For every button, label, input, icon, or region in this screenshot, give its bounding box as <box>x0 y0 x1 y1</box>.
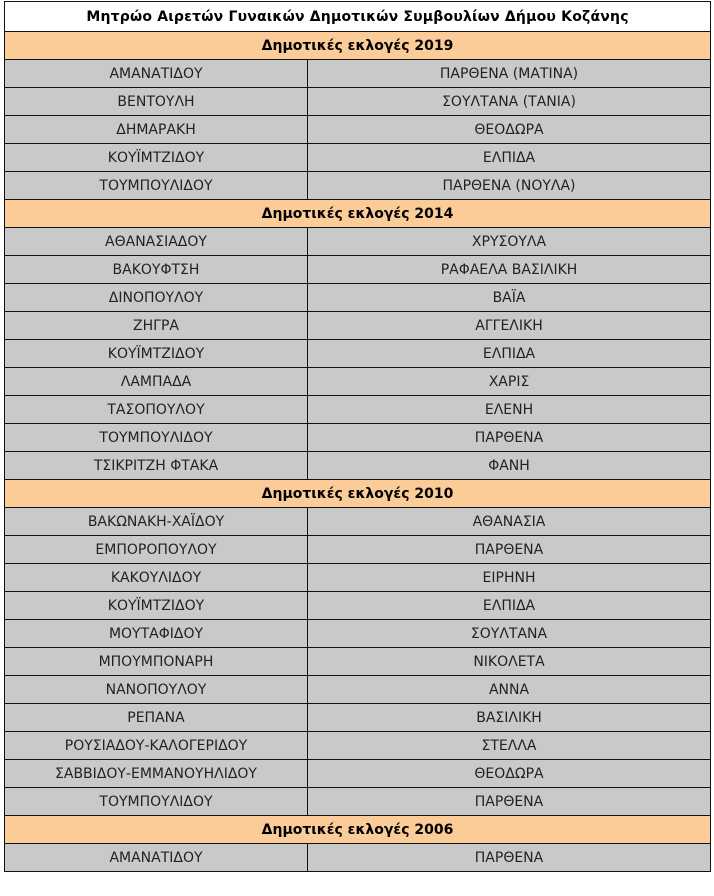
first-name-cell: ΧΡΥΣΟΥΛΑ <box>308 228 711 256</box>
table-row <box>5 368 711 396</box>
first-name-cell: ΕΛΠΙΔΑ <box>308 144 711 172</box>
first-name-cell: ΠΑΡΘΕΝΑ <box>308 788 711 816</box>
first-name-cell: ΒΑΪΑ <box>308 284 711 312</box>
table-row <box>5 732 711 760</box>
table-row <box>5 620 711 648</box>
section-header: Δημοτικές εκλογές 2019 <box>5 32 711 60</box>
surname-cell: ΔΗΜΑΡΑΚΗ <box>5 116 308 144</box>
surname-cell: ΚΟΥΪΜΤΖΙΔΟΥ <box>5 340 308 368</box>
surname-cell: ΛΑΜΠΑΔΑ <box>5 368 308 396</box>
table-row <box>5 88 711 116</box>
table-title: Μητρώο Αιρετών Γυναικών Δημοτικών Συμβουλίων Δήμου Κοζάνης <box>5 2 711 32</box>
surname-cell: ΑΜΑΝΑΤΙΔΟΥ <box>5 60 308 88</box>
first-name-cell: ΡΑΦΑΕΛΑ ΒΑΣΙΛΙΚΗ <box>308 256 711 284</box>
surname-cell: ΡΕΠΑΝΑ <box>5 704 308 732</box>
first-name-cell: ΑΘΑΝΑΣΙΑ <box>308 508 711 536</box>
first-name-cell: ΕΙΡΗΝΗ <box>308 564 711 592</box>
registry-table-body <box>5 2 711 872</box>
surname-cell: ΡΟΥΣΙΑΔΟΥ-ΚΑΛΟΓΕΡΙΔΟΥ <box>5 732 308 760</box>
table-row <box>5 60 711 88</box>
surname-cell: ΒΑΚΩΝΑΚΗ-ΧΑΪΔΟΥ <box>5 508 308 536</box>
surname-cell: ΤΟΥΜΠΟΥΛΙΔΟΥ <box>5 424 308 452</box>
surname-cell: ΚΟΥΪΜΤΖΙΔΟΥ <box>5 592 308 620</box>
surname-cell: ΣΑΒΒΙΔΟΥ-ΕΜΜΑΝΟΥΗΛΙΔΟΥ <box>5 760 308 788</box>
surname-cell: ΝΑΝΟΠΟΥΛΟΥ <box>5 676 308 704</box>
section-header-row <box>5 200 711 228</box>
first-name-cell: ΑΝΝΑ <box>308 676 711 704</box>
surname-cell: ΒΑΚΟΥΦΤΣΗ <box>5 256 308 284</box>
table-row <box>5 340 711 368</box>
first-name-cell: ΣΤΕΛΛΑ <box>308 732 711 760</box>
table-row <box>5 228 711 256</box>
first-name-cell: ΕΛΕΝΗ <box>308 396 711 424</box>
table-row <box>5 116 711 144</box>
section-header-row <box>5 32 711 60</box>
table-row <box>5 704 711 732</box>
surname-cell: ΤΟΥΜΠΟΥΛΙΔΟΥ <box>5 172 308 200</box>
table-row <box>5 760 711 788</box>
first-name-cell: ΘΕΟΔΩΡΑ <box>308 760 711 788</box>
table-row <box>5 788 711 816</box>
registry-table <box>4 1 711 872</box>
surname-cell: ΚΑΚΟΥΛΙΔΟΥ <box>5 564 308 592</box>
table-row <box>5 284 711 312</box>
surname-cell: ΜΟΥΤΑΦΙΔΟΥ <box>5 620 308 648</box>
surname-cell: ΖΗΓΡΑ <box>5 312 308 340</box>
surname-cell: ΚΟΥΪΜΤΖΙΔΟΥ <box>5 144 308 172</box>
first-name-cell: ΑΓΓΕΛΙΚΗ <box>308 312 711 340</box>
table-row <box>5 676 711 704</box>
section-header-row <box>5 816 711 844</box>
table-row <box>5 396 711 424</box>
first-name-cell: ΠΑΡΘΕΝΑ <box>308 424 711 452</box>
table-title-row <box>5 2 711 32</box>
first-name-cell: ΝΙΚΟΛΕΤΑ <box>308 648 711 676</box>
table-row <box>5 172 711 200</box>
first-name-cell: ΘΕΟΔΩΡΑ <box>308 116 711 144</box>
table-row <box>5 508 711 536</box>
first-name-cell: ΕΛΠΙΔΑ <box>308 340 711 368</box>
section-header: Δημοτικές εκλογές 2006 <box>5 816 711 844</box>
table-row <box>5 648 711 676</box>
surname-cell: ΒΕΝΤΟΥΛΗ <box>5 88 308 116</box>
table-row <box>5 312 711 340</box>
surname-cell: ΤΑΣΟΠΟΥΛΟΥ <box>5 396 308 424</box>
first-name-cell: ΦΑΝΗ <box>308 452 711 480</box>
section-header: Δημοτικές εκλογές 2014 <box>5 200 711 228</box>
surname-cell: ΤΣΙΚΡΙΤΖΗ ΦΤΑΚΑ <box>5 452 308 480</box>
table-row <box>5 256 711 284</box>
first-name-cell: ΣΟΥΛΤΑΝΑ <box>308 620 711 648</box>
first-name-cell: ΠΑΡΘΕΝΑ (ΝΟΥΛΑ) <box>308 172 711 200</box>
first-name-cell: ΠΑΡΘΕΝΑ <box>308 536 711 564</box>
table-row <box>5 144 711 172</box>
first-name-cell: ΠΑΡΘΕΝΑ (ΜΑΤΙΝΑ) <box>308 60 711 88</box>
surname-cell: ΤΟΥΜΠΟΥΛΙΔΟΥ <box>5 788 308 816</box>
section-header-row <box>5 480 711 508</box>
table-row <box>5 452 711 480</box>
surname-cell: ΜΠΟΥΜΠΟΝΑΡΗ <box>5 648 308 676</box>
table-row <box>5 536 711 564</box>
first-name-cell: ΕΛΠΙΔΑ <box>308 592 711 620</box>
first-name-cell: ΠΑΡΘΕΝΑ <box>308 844 711 872</box>
table-row <box>5 424 711 452</box>
table-row <box>5 564 711 592</box>
first-name-cell: ΣΟΥΛΤΑΝΑ (ΤΑΝΙΑ) <box>308 88 711 116</box>
surname-cell: ΔΙΝΟΠΟΥΛΟΥ <box>5 284 308 312</box>
table-row <box>5 592 711 620</box>
table-row <box>5 844 711 872</box>
surname-cell: ΑΘΑΝΑΣΙΑΔΟΥ <box>5 228 308 256</box>
first-name-cell: ΧΑΡΙΣ <box>308 368 711 396</box>
first-name-cell: ΒΑΣΙΛΙΚΗ <box>308 704 711 732</box>
surname-cell: ΑΜΑΝΑΤΙΔΟΥ <box>5 844 308 872</box>
section-header: Δημοτικές εκλογές 2010 <box>5 480 711 508</box>
surname-cell: ΕΜΠΟΡΟΠΟΥΛΟΥ <box>5 536 308 564</box>
